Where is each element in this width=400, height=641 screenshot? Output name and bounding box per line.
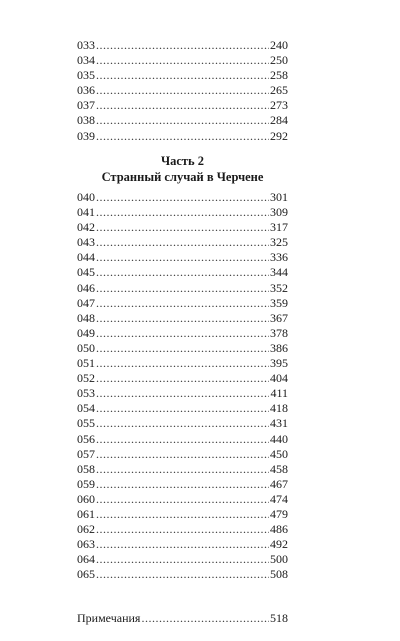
entry-page: 325 (270, 235, 288, 250)
entry-page: 486 (270, 522, 288, 537)
entry-number: 043 (77, 235, 95, 250)
entry-number: 047 (77, 295, 95, 310)
dot-leader (96, 371, 269, 386)
entry-number: 053 (77, 386, 95, 401)
dot-leader (96, 205, 269, 220)
toc-entry (77, 416, 288, 431)
dot-leader (96, 190, 269, 205)
toc-entry (77, 552, 288, 567)
entry-number: 054 (77, 401, 95, 416)
entry-page: 467 (270, 476, 288, 491)
toc-entry (77, 447, 288, 462)
toc-entry (77, 53, 288, 68)
dot-leader (96, 552, 269, 567)
dot-leader (96, 567, 269, 582)
dot-leader (96, 462, 269, 477)
toc-entry (77, 296, 288, 311)
entry-number: 048 (77, 310, 95, 325)
entry-number: 034 (77, 53, 95, 68)
entry-page: 474 (270, 491, 288, 506)
toc-entry (77, 371, 288, 386)
toc-entry (77, 98, 288, 113)
toc-entry (77, 537, 288, 552)
dot-leader (96, 432, 269, 447)
entry-page: 309 (270, 205, 288, 220)
toc-entry (77, 281, 288, 296)
toc-entry (77, 386, 288, 401)
dot-leader (96, 326, 269, 341)
part2-heading: Часть 2 (160, 154, 205, 168)
entry-page: 301 (270, 190, 288, 204)
toc-part1-list (77, 38, 288, 144)
toc-entry (77, 401, 288, 416)
entry-page: 352 (270, 280, 288, 295)
entry-number: 039 (77, 128, 95, 143)
entry-number: 038 (77, 113, 95, 128)
entry-number: 063 (77, 537, 95, 552)
entry-page: 359 (270, 295, 288, 310)
dot-leader (96, 447, 269, 462)
entry-number: 055 (77, 416, 95, 431)
toc-entry (77, 432, 288, 447)
toc-part2-list (77, 190, 288, 582)
entry-page: 317 (270, 220, 288, 235)
dot-leader (96, 113, 269, 128)
toc-entry (77, 341, 288, 356)
dot-leader (141, 611, 269, 626)
dot-leader (96, 250, 269, 265)
dot-leader (96, 311, 269, 326)
dot-leader (96, 38, 269, 53)
dot-leader (96, 220, 269, 235)
toc-entry (77, 190, 288, 205)
entry-page: 386 (270, 340, 288, 355)
toc-entry (77, 83, 288, 98)
entry-number: 056 (77, 431, 95, 446)
entry-page: 250 (270, 53, 288, 68)
entry-number: 065 (77, 567, 95, 582)
entry-page: 367 (270, 310, 288, 325)
entry-number: 060 (77, 491, 95, 506)
toc-entry (77, 265, 288, 280)
entry-number: 049 (77, 325, 95, 340)
dot-leader (96, 537, 269, 552)
entry-page: 418 (270, 401, 288, 416)
entry-page: 292 (270, 128, 288, 143)
dot-leader (96, 83, 269, 98)
toc-entry (77, 477, 288, 492)
toc-entry (77, 522, 288, 537)
toc-entry (77, 311, 288, 326)
toc-entry (77, 492, 288, 507)
notes-label: Примечания (77, 611, 141, 625)
dot-leader (96, 341, 269, 356)
dot-leader (96, 356, 269, 371)
dot-leader (96, 53, 269, 68)
entry-number: 062 (77, 522, 95, 537)
entry-page: 492 (270, 537, 288, 552)
entry-number: 057 (77, 446, 95, 461)
dot-leader (96, 281, 269, 296)
entry-number: 061 (77, 506, 95, 521)
entry-number: 045 (77, 265, 95, 280)
toc-entry (77, 68, 288, 83)
entry-number: 037 (77, 98, 95, 113)
entry-number: 064 (77, 552, 95, 567)
entry-page: 273 (270, 98, 288, 113)
part2-heading-block (77, 153, 288, 185)
toc-entry (77, 326, 288, 341)
entry-page: 284 (270, 113, 288, 128)
dot-leader (96, 477, 269, 492)
entry-number: 052 (77, 371, 95, 386)
entry-page: 440 (270, 431, 288, 446)
dot-leader (96, 296, 269, 311)
dot-leader (96, 416, 269, 431)
entry-page: 411 (270, 386, 288, 401)
entry-page: 265 (270, 83, 288, 98)
dot-leader (96, 98, 269, 113)
dot-leader (96, 68, 269, 83)
entry-page: 431 (270, 416, 288, 431)
toc-entry (77, 356, 288, 371)
toc-entry (77, 129, 288, 144)
entry-page: 450 (270, 446, 288, 461)
entry-number: 046 (77, 280, 95, 295)
entry-number: 044 (77, 250, 95, 265)
entry-page: 378 (270, 325, 288, 340)
entry-page: 479 (270, 506, 288, 521)
notes-page: 518 (270, 611, 288, 625)
toc-entry (77, 205, 288, 220)
dot-leader (96, 129, 269, 144)
entry-number: 036 (77, 83, 95, 98)
entry-page: 336 (270, 250, 288, 265)
toc-entry (77, 567, 288, 582)
part2-title: Странный случай в Черчене (101, 170, 264, 184)
entry-number: 059 (77, 476, 95, 491)
dot-leader (96, 386, 269, 401)
entry-number: 051 (77, 356, 95, 371)
entry-page: 458 (270, 461, 288, 476)
entry-page: 404 (270, 371, 288, 386)
entry-page: 258 (270, 68, 288, 83)
entry-number: 033 (77, 38, 95, 52)
entry-number: 035 (77, 68, 95, 83)
dot-leader (96, 235, 269, 250)
entry-number: 042 (77, 220, 95, 235)
toc-entry (77, 113, 288, 128)
toc-entry (77, 38, 288, 53)
entry-page: 500 (270, 552, 288, 567)
dot-leader (96, 401, 269, 416)
entry-number: 041 (77, 205, 95, 220)
dot-leader (96, 522, 269, 537)
entry-number: 058 (77, 461, 95, 476)
entry-number: 040 (77, 190, 95, 204)
entry-number: 050 (77, 340, 95, 355)
entry-page: 344 (270, 265, 288, 280)
dot-leader (96, 492, 269, 507)
dot-leader (96, 507, 269, 522)
toc-notes-entry (77, 611, 288, 626)
entry-page: 240 (270, 38, 288, 52)
dot-leader (96, 265, 269, 280)
toc-entry (77, 462, 288, 477)
toc-entry (77, 507, 288, 522)
toc-entry (77, 220, 288, 235)
entry-page: 508 (270, 567, 288, 582)
toc-entry (77, 235, 288, 250)
toc-entry (77, 250, 288, 265)
entry-page: 395 (270, 356, 288, 371)
